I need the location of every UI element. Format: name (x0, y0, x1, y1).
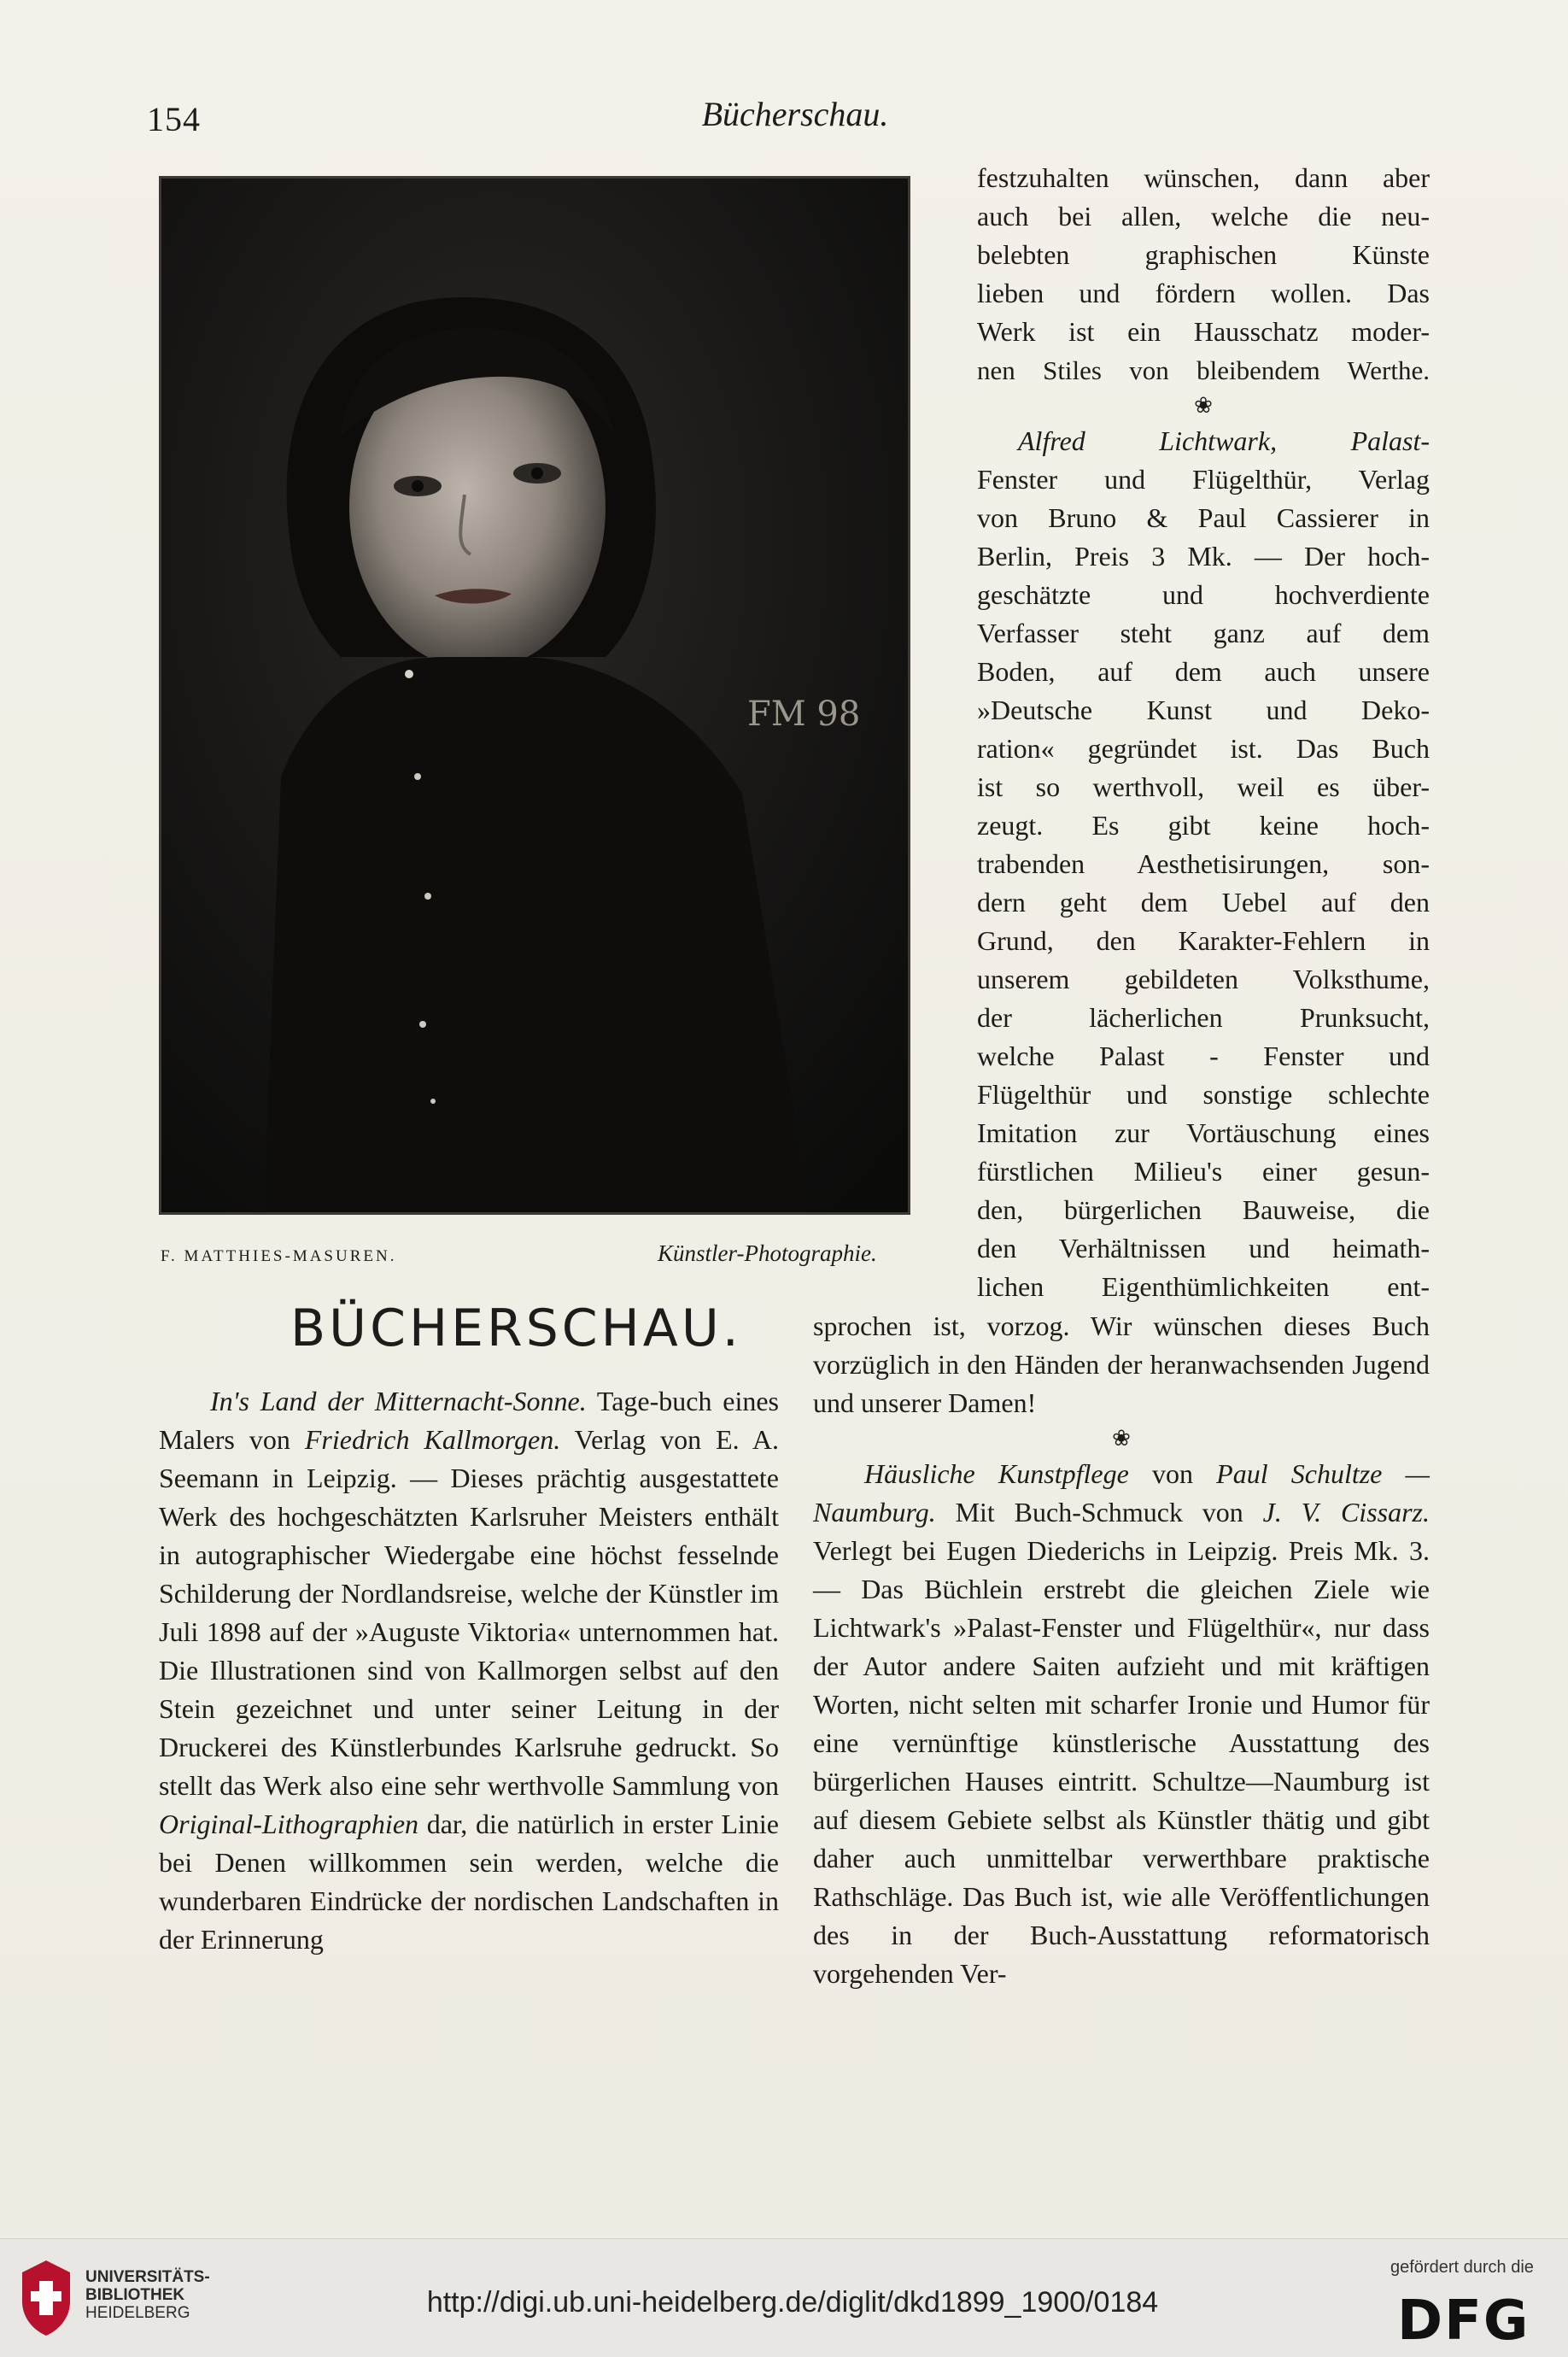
text-line: lichen Eigenthümlichkeiten ent- (977, 1271, 1430, 1302)
text-line: festzuhalten wünschen, dann aber (977, 162, 1430, 193)
artist-monogram: FM 98 (747, 695, 861, 734)
review-paragraph (813, 1455, 1430, 1993)
book-illustrator: J. V. Cissarz. (1262, 1497, 1431, 1527)
section-heading: BÜCHERSCHAU. (290, 1299, 742, 1358)
text-line: von Bruno & Paul Cassierer in (977, 502, 1430, 533)
text-line: Fenster und Flügelthür, Verlag (977, 464, 1430, 495)
library-line: HEIDELBERG (85, 2304, 190, 2322)
funding-note: gefördert durch die (1390, 2258, 1534, 2277)
text-line: welche Palast - Fenster und (977, 1041, 1430, 1071)
review-text: Verlag von E. A. Seemann in Leipzig. — Dieses prächtig ausgestattete Werk des hochgeschätzten Karlsruher Meisters enthält in autographischer Wiedergabe eine höchst fesselnde Schilderung der Nordlandsreise, welche der Künstler im Juli 1898 auf der »Auguste Viktoria« unternommen hat. Die Illustrationen sind von Kallmorgen selbst auf den Stein gezeichnet und unter seiner Leitung in der Druckerei des Künstlerbundes Karlsruhe gedruckt. So stellt das Werk also eine sehr werthvolle Sammlung von (159, 1424, 780, 1801)
dfg-logo: DFG (1397, 2290, 1530, 2353)
text-line: lieben und fördern wollen. Das (977, 278, 1430, 308)
text-line: Berlin, Preis 3 Mk. — Der hoch- (977, 541, 1430, 572)
review-text: Mit Buch-Schmuck von (935, 1497, 1263, 1527)
text-line: zeugt. Es gibt keine hoch- (977, 810, 1430, 841)
text-line: Flügelthür und sonstige schlechte (977, 1079, 1430, 1110)
text-line: fürstlichen Milieu's einer gesun- (977, 1156, 1430, 1187)
text-line: trabenden Aesthetisirungen, son- (977, 848, 1430, 879)
text-line: der lächerlichen Prunksucht, (977, 1002, 1430, 1033)
text-line: nen Stiles von bleibendem Werthe. (977, 355, 1430, 385)
ornament-icon: ❀ (1112, 1426, 1131, 1451)
text-line: ist so werthvoll, weil es über- (977, 771, 1430, 802)
lithographs-term: Original-Lithographien (159, 1809, 419, 1839)
library-line: UNIVERSITÄTS- (85, 2268, 210, 2286)
review-text: Verlegt bei Eugen Diederichs in Leipzig. Preis Mk. 3. — Das Büchlein erstrebt die gleichen Ziele wie Lichtwark's »Palast-Fenster und Flügelthür«, nur dass der Autor andere Saiten aufzieht und mit kräftigen Worten, nicht selten mit scharfer Ironie und Humor für eine vernünftige künstlerische Ausstattung des bürgerlichen Hauses eintritt. Schultze—Naumburg ist auf diesem Gebiete selbst als Künstler thätig und gibt daher auch unmittelbar verwerthbare praktische Rathschläge. Das Buch ist, wie alle Veröffentlichungen des in der Buch-Ausstattung reformatorisch vorgehenden Ver- (813, 1535, 1430, 1989)
text-line: Imitation zur Vortäuschung eines (977, 1117, 1430, 1148)
book-title: Häusliche Kunstpflege (864, 1458, 1129, 1489)
page-number: 154 (147, 100, 201, 138)
text-line: den, bürgerlichen Bauweise, die (977, 1194, 1430, 1225)
portrait-image (161, 179, 908, 1212)
text-line: ration« gegründet ist. Das Buch (977, 733, 1430, 764)
review-text: von (1128, 1458, 1217, 1489)
library-line: BIBLIOTHEK (85, 2286, 185, 2304)
text-line: »Deutsche Kunst und Deko- (977, 695, 1430, 725)
left-column-review (159, 1382, 779, 1959)
text-line: auch bei allen, welche die neu- (977, 201, 1430, 232)
right-column (977, 159, 1430, 1306)
permalink-url[interactable]: http://digi.ub.uni-heidelberg.de/diglit/dkd1899_1900/0184 (426, 2286, 1159, 2319)
photo-type-label: Künstler-Photographie. (658, 1240, 877, 1266)
photographer-credit: F. MATTHIES-MASUREN. (161, 1247, 397, 1265)
right-column-continuation (813, 1307, 1430, 1993)
text-line: unserem gebildeten Volksthume, (977, 964, 1430, 994)
text-line: belebten graphischen Künste (977, 239, 1430, 270)
text-line: Verfasser steht ganz auf dem (977, 618, 1430, 648)
portrait-photograph (159, 176, 910, 1215)
text-line: Grund, den Karakter-Fehlern in (977, 925, 1430, 956)
review-text: dar, die natürlich in erster Linie bei Denen willkommen sein werden, welche die wunderbaren Eindrücke der nordischen Landschaften in der Erinnerung (159, 1809, 779, 1955)
text-line: dern geht dem Uebel auf den (977, 887, 1430, 918)
ornament-icon: ❀ (1194, 393, 1213, 418)
review-paragraph (159, 1382, 779, 1959)
review-text: Tage-buch eines Malers von (159, 1386, 779, 1455)
text-line: Werk ist ein Hausschatz moder- (977, 316, 1430, 347)
text-line: Alfred Lichtwark, Palast- (1018, 425, 1430, 456)
text-line: Boden, auf dem auch unsere (977, 656, 1430, 687)
continuation-paragraph: sprochen ist, vorzog. Wir wünschen dieses Buch vorzüglich in den Händen der heranwachsenden Jugend und unserer Damen! (813, 1310, 1430, 1418)
book-author: Friedrich Kallmorgen. (304, 1424, 561, 1455)
book-title: In's Land der Mitternacht-Sonne. (210, 1386, 587, 1416)
book-author: Paul Schultze —Naumburg. (813, 1458, 1431, 1527)
text-line: den Verhältnissen und heimath- (977, 1233, 1430, 1264)
running-title: Bücherschau. (701, 95, 889, 133)
text-line: geschätzte und hochverdiente (977, 579, 1430, 610)
